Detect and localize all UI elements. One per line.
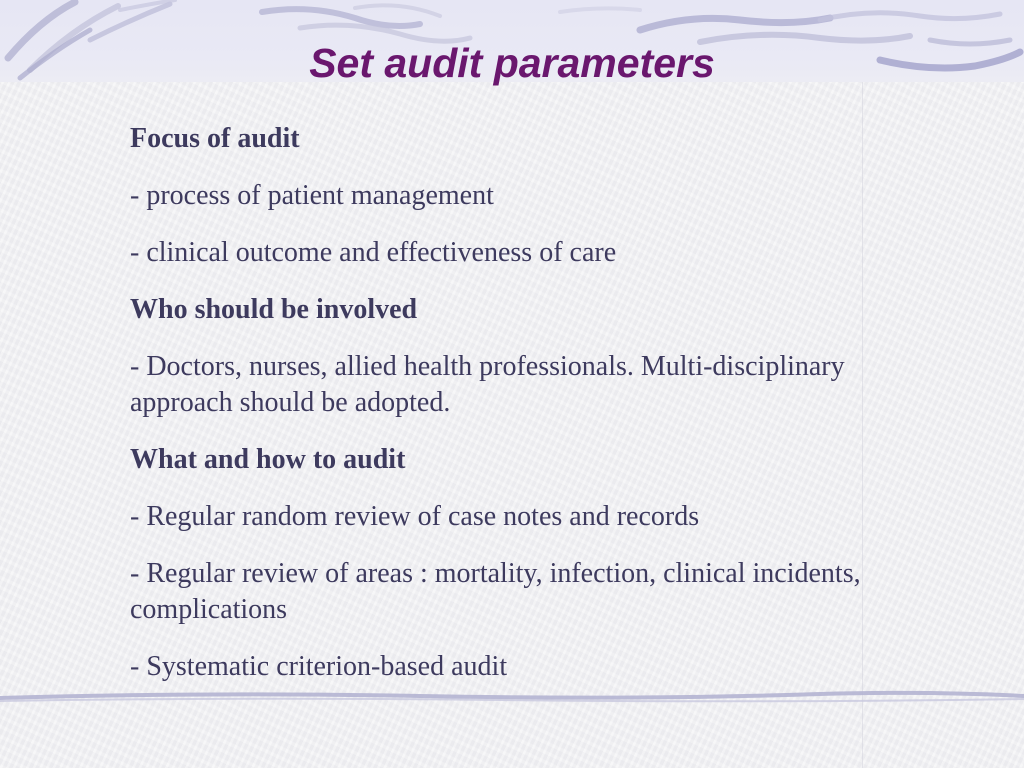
bottom-brush-rule xyxy=(0,686,1024,706)
slide-body xyxy=(130,121,890,706)
list-item: - clinical outcome and effectiveness of care xyxy=(130,237,617,268)
list-item: - Regular review of areas : mortality, infection, clinical incidents, complications xyxy=(130,558,861,625)
section-heading-who: Who should be involved xyxy=(130,294,418,325)
list-item: - Doctors, nurses, allied health professionals. Multi-disciplinary approach should be adopted. xyxy=(130,351,845,418)
list-item: - Regular random review of case notes and records xyxy=(130,501,700,532)
slide-title: Set audit parameters xyxy=(309,40,715,86)
section-heading-what: What and how to audit xyxy=(130,444,406,475)
section-heading-focus: Focus of audit xyxy=(130,123,300,154)
list-item: - Systematic criterion-based audit xyxy=(130,651,508,682)
list-item: - process of patient management xyxy=(130,180,494,211)
